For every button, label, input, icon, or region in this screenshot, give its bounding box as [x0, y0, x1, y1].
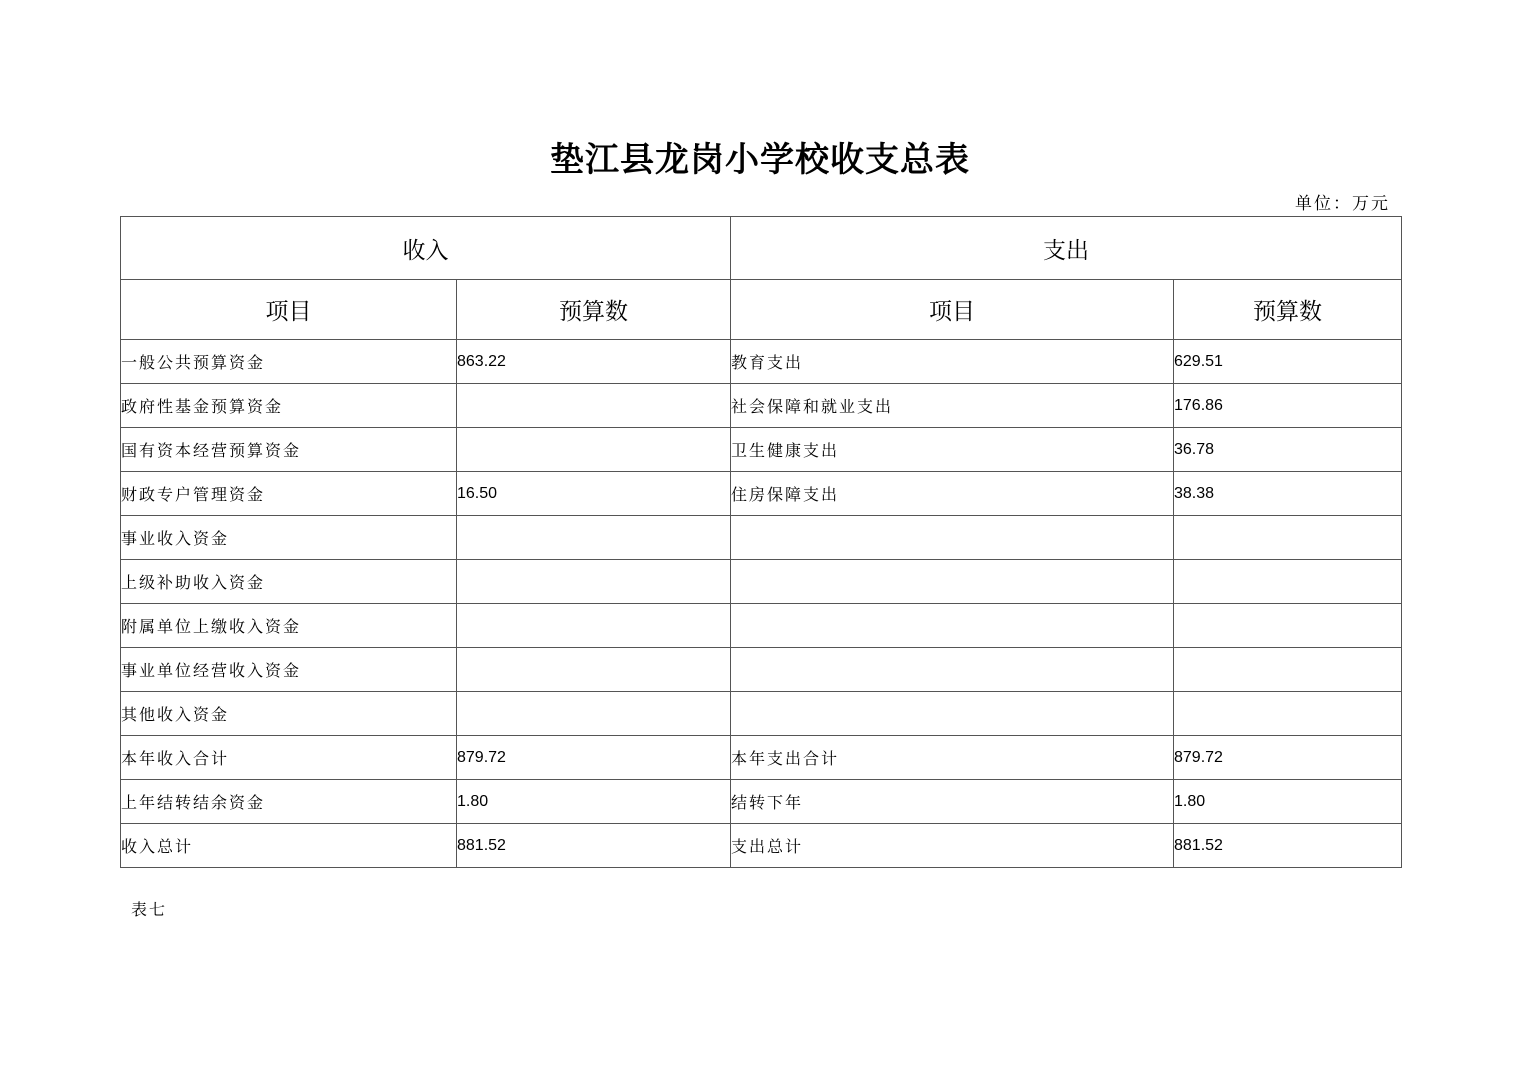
expense-item: 结转下年 — [731, 780, 1174, 824]
expense-value: 36.78 — [1174, 428, 1402, 472]
expense-value: 629.51 — [1174, 340, 1402, 384]
income-value: 16.50 — [457, 472, 731, 516]
income-item: 附属单位上缴收入资金 — [121, 604, 457, 648]
table-row — [121, 516, 1402, 560]
expense-value: 1.80 — [1174, 780, 1402, 824]
section-header-row — [121, 217, 1402, 280]
income-item: 一般公共预算资金 — [121, 340, 457, 384]
expense-item — [731, 516, 1174, 560]
table-row — [121, 604, 1402, 648]
income-value: 1.80 — [457, 780, 731, 824]
income-item: 收入总计 — [121, 824, 457, 868]
income-expense-table — [120, 216, 1402, 868]
income-value — [457, 516, 731, 560]
income-item: 其他收入资金 — [121, 692, 457, 736]
unit-label: 单位：万元 — [1295, 194, 1390, 214]
income-item-header: 项目 — [121, 280, 457, 340]
expense-item — [731, 604, 1174, 648]
expense-item: 住房保障支出 — [731, 472, 1174, 516]
income-item: 事业收入资金 — [121, 516, 457, 560]
expense-item — [731, 648, 1174, 692]
income-value: 879.72 — [457, 736, 731, 780]
table-row — [121, 428, 1402, 472]
table-row — [121, 340, 1402, 384]
table-row — [121, 780, 1402, 824]
income-item: 事业单位经营收入资金 — [121, 648, 457, 692]
income-value — [457, 648, 731, 692]
expense-item-header: 项目 — [731, 280, 1174, 340]
expense-item: 本年支出合计 — [731, 736, 1174, 780]
expense-item: 支出总计 — [731, 824, 1174, 868]
income-item: 国有资本经营预算资金 — [121, 428, 457, 472]
expense-item: 教育支出 — [731, 340, 1174, 384]
expense-value: 176.86 — [1174, 384, 1402, 428]
table-row — [121, 692, 1402, 736]
income-item: 本年收入合计 — [121, 736, 457, 780]
income-budget-header: 预算数 — [457, 280, 731, 340]
expense-item — [731, 692, 1174, 736]
income-value: 863.22 — [457, 340, 731, 384]
table-row — [121, 648, 1402, 692]
income-value — [457, 692, 731, 736]
income-value — [457, 428, 731, 472]
expense-value — [1174, 560, 1402, 604]
expense-value: 879.72 — [1174, 736, 1402, 780]
income-item: 财政专户管理资金 — [121, 472, 457, 516]
expense-budget-header: 预算数 — [1174, 280, 1402, 340]
expense-item — [731, 560, 1174, 604]
expense-value — [1174, 516, 1402, 560]
table-row — [121, 824, 1402, 868]
expense-item: 社会保障和就业支出 — [731, 384, 1174, 428]
table-row — [121, 472, 1402, 516]
table-row — [121, 560, 1402, 604]
income-value — [457, 560, 731, 604]
column-header-row — [121, 280, 1402, 340]
income-item: 上级补助收入资金 — [121, 560, 457, 604]
expense-value — [1174, 648, 1402, 692]
income-item: 上年结转结余资金 — [121, 780, 457, 824]
expense-value — [1174, 692, 1402, 736]
expense-section-header: 支出 — [731, 217, 1402, 280]
expense-item: 卫生健康支出 — [731, 428, 1174, 472]
income-value — [457, 604, 731, 648]
expense-value: 38.38 — [1174, 472, 1402, 516]
page-title: 垫江县龙岗小学校收支总表 — [550, 140, 970, 180]
expense-value: 881.52 — [1174, 824, 1402, 868]
table-footnote: 表七 — [131, 900, 168, 919]
income-item: 政府性基金预算资金 — [121, 384, 457, 428]
income-value: 881.52 — [457, 824, 731, 868]
income-value — [457, 384, 731, 428]
table-row — [121, 736, 1402, 780]
income-section-header: 收入 — [121, 217, 731, 280]
table-row — [121, 384, 1402, 428]
expense-value — [1174, 604, 1402, 648]
